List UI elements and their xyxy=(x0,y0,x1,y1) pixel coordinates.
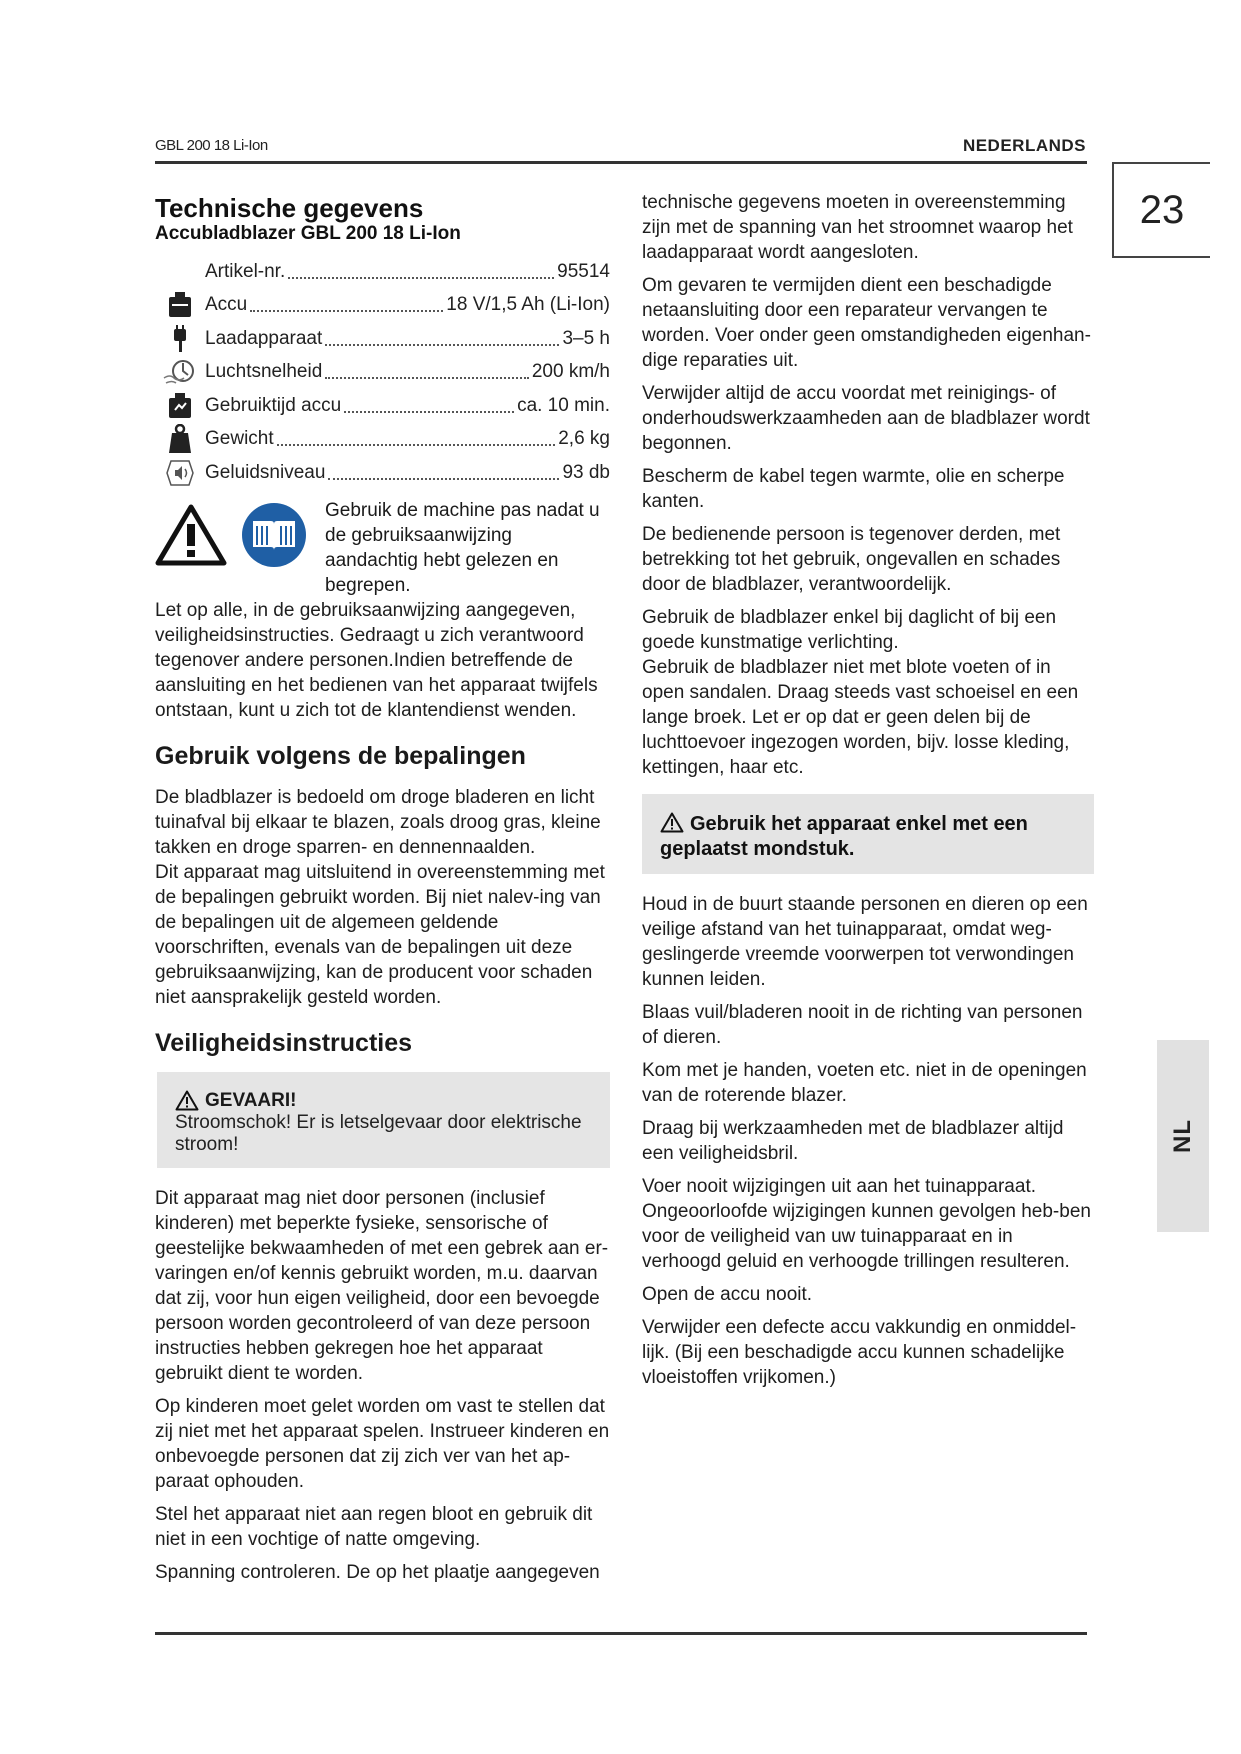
spec-value: 200 km/h xyxy=(531,361,610,383)
spec-label: Artikel-nr. xyxy=(205,260,286,282)
spec-label: Geluidsniveau xyxy=(205,461,326,483)
danger-title: GEVAARI! xyxy=(205,1089,297,1111)
spec-value: 3–5 h xyxy=(562,327,610,349)
manual-notice-text: Gebruik de machine pas nadat u de gebruiksaanwijzing aandachtig hebt gelezen en begrepen. xyxy=(325,499,600,596)
spec-label: Laadapparaat xyxy=(205,327,323,349)
spec-label: Luchtsnelheid xyxy=(205,361,323,383)
paragraph: Verwijder altijd de accu voordat met reinigings- of onderhoudswerkzaamheden aan de bladblazer wordt begonnen. xyxy=(642,383,1090,454)
warning-triangle-icon xyxy=(155,504,227,566)
sound-level-icon xyxy=(155,458,205,488)
paragraph: Om gevaren te vermijden dient een beschadigde netaansluiting door een reparateur vervangen te worden. Voer onder geen omstandigheden eigenhan-dige reparaties uit. xyxy=(642,275,1091,371)
spec-row xyxy=(155,389,610,423)
paragraph: Gebruik de bladblazer enkel bij daglicht of bij een goede kunstmatige verlichting. xyxy=(642,607,1057,653)
paragraph: technische gegevens moeten in overeenstemming zijn met de spanning van het stroomnet waarop het laadapparaat wordt aangesloten. xyxy=(642,192,1073,263)
spec-row xyxy=(155,289,610,323)
page-number: 23 xyxy=(1112,162,1210,258)
right-column xyxy=(642,190,1094,1398)
air-speed-icon xyxy=(155,358,205,386)
spec-value: 18 V/1,5 Ah (Li-Ion) xyxy=(446,294,610,316)
tech-title: Technische gegevens xyxy=(155,193,424,223)
spec-value: 93 db xyxy=(562,461,610,483)
spec-label: Gebruiktijd accu xyxy=(205,394,342,416)
spec-row xyxy=(155,322,610,356)
manual-notice xyxy=(155,500,610,598)
spec-label: Accu xyxy=(205,294,248,316)
paragraph: Stel het apparaat niet aan regen bloot en gebruik dit niet in een vochtige of natte omgeving. xyxy=(155,1503,593,1550)
spec-value: ca. 10 min. xyxy=(517,394,610,416)
spec-value: 95514 xyxy=(557,260,610,282)
spec-row xyxy=(155,356,610,390)
header-model: GBL 200 18 Li-Ion xyxy=(155,137,268,154)
paragraph: Dit apparaat mag niet door personen (inclusief kinderen) met beperkte fysieke, sensorische of geestelijke bekwaamheden of met een gebrek aan er-varingen en/of kennis gebruikt worden, m.u. daarvan dat zij, voor hun eigen veiligheid, door een bevoegde persoon worden gecontroleerd of van deze persoon instructies hebben gekregen hoe het apparaat gebruikt dient te worden. xyxy=(155,1187,609,1384)
language-tab xyxy=(1157,1040,1209,1232)
footer-rule xyxy=(155,1632,1087,1635)
paragraph: Open de accu nooit. xyxy=(642,1284,813,1305)
danger-text: Stroomschok! Er is letselgevaar door elektrische stroom! xyxy=(175,1111,582,1155)
paragraph: Gebruik de bladblazer niet met blote voeten of in open sandalen. Draag steeds vast schoeisel en een lange broek. Let er op dat er geen delen bij de luchttoevoer ingezogen worden, bijv. losse kleding, kettingen, haar etc. xyxy=(642,657,1079,778)
header-rule xyxy=(155,161,1087,164)
paragraph: De bladblazer is bedoeld om droge bladeren en licht tuinafval bij elkaar te blazen, zoals droog gras, kleine takken en droge sparren- en dennennaalden. xyxy=(155,786,601,858)
spec-label: Gewicht xyxy=(205,428,274,450)
paragraph: De bedienende persoon is tegenover derden, met betrekking tot het gebruik, ongevallen en schades door de bladblazer, verantwoordelijk. xyxy=(642,524,1061,595)
tech-subtitle: Accubladblazer GBL 200 18 Li-Ion xyxy=(155,223,461,244)
warning-box xyxy=(642,794,1094,874)
spec-table xyxy=(155,255,610,490)
paragraph: Verwijder een defecte accu vakkundig en onmiddel-lijk. (Bij een beschadigde accu kunnen schadelijke vloeistoffen vrijkomen.) xyxy=(642,1317,1077,1388)
paragraph: Let op alle, in de gebruiksaanwijzing aangegeven, veiligheidsinstructies. Gedraagt u zich verantwoord tegenover andere personen.Indien betreffende de aansluiting en het bedienen van het apparaat twijfels ontstaan, kunt u zich tot de klantendienst wenden. xyxy=(155,599,598,721)
battery-runtime-icon xyxy=(155,392,205,420)
paragraph: Draag bij werkzaamheden met de bladblazer altijd een veiligheidsbril. xyxy=(642,1118,1064,1164)
paragraph: Op kinderen moet gelet worden om vast te stellen dat zij niet met het apparaat spelen. Instrueer kinderen en onbevoegde personen dat zij zich ver van het ap-paraat ophouden. xyxy=(155,1395,610,1492)
paragraph: Spanning controleren. De op het plaatje aangegeven xyxy=(155,1561,600,1583)
paragraph: Voer nooit wijzigingen uit aan het tuinapparaat. Ongeoorloofde wijzigingen kunnen gevolgen heb-ben voor de veiligheid van uw tuinapparaat en in verhoogd geluid en verhoogde trillingen resulteren. xyxy=(642,1176,1091,1272)
paragraph: Dit apparaat mag uitsluitend in overeenstemming met de bepalingen gebruikt worden. Bij niet nalev-ing van de bepalingen uit de algemeen geldende voorschriften, evenals van de bepalingen uit deze gebruiksaanwijzing, kan de producent voor schaden niet aansprakelijk gesteld worden. xyxy=(155,861,605,1008)
weight-icon xyxy=(155,424,205,454)
spec-value: 2,6 kg xyxy=(558,428,610,450)
paragraph: Houd in de buurt staande personen en dieren op een veilige afstand van het tuinapparaat, omdat weg-geslingerde vreemde voorwerpen tot verwondingen kunnen leiden. xyxy=(642,894,1088,990)
warning-triangle-icon xyxy=(175,1090,199,1111)
header-language: NEDERLANDS xyxy=(962,136,1086,155)
paragraph: Kom met je handen, voeten etc. niet in de openingen van de roterende blazer. xyxy=(642,1060,1087,1106)
section-title-safety: Veiligheidsinstructies xyxy=(155,1028,413,1057)
spec-row xyxy=(155,255,610,289)
section-title-usage: Gebruik volgens de bepalingen xyxy=(155,741,526,770)
spec-row xyxy=(155,423,610,457)
language-tab-label: NL xyxy=(1169,1119,1196,1153)
warning-triangle-icon xyxy=(660,812,684,833)
paragraph: Blaas vuil/bladeren nooit in de richting van personen of dieren. xyxy=(642,1002,1083,1048)
spec-row xyxy=(155,456,610,490)
left-column xyxy=(155,190,610,1593)
battery-icon xyxy=(155,291,205,319)
danger-box xyxy=(157,1072,610,1168)
charger-plug-icon xyxy=(155,325,205,353)
warning-box-text: Gebruik het apparaat enkel met een geplaatst mondstuk. xyxy=(660,813,1028,860)
read-manual-icon xyxy=(241,502,307,568)
paragraph: Bescherm de kabel tegen warmte, olie en scherpe kanten. xyxy=(642,466,1065,512)
